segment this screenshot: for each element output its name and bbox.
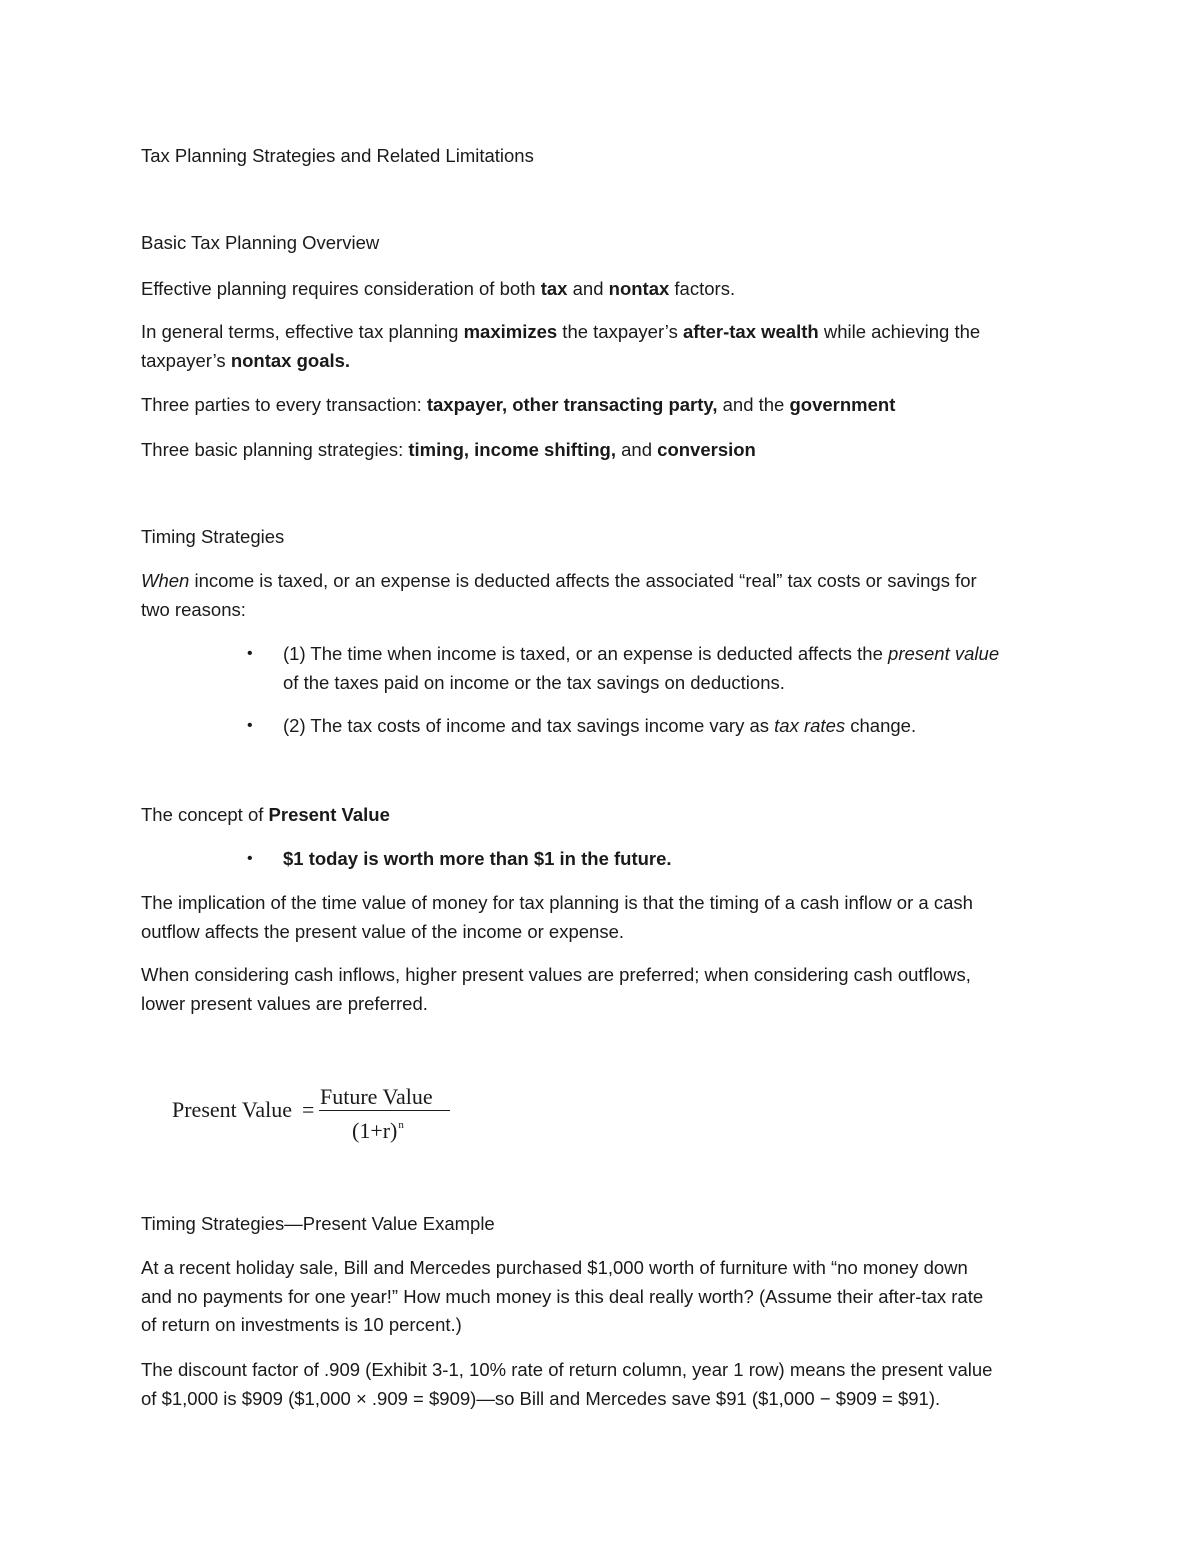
- timing-bullet-1-cont: of the taxes paid on income or the tax savings on deductions.: [283, 672, 785, 693]
- overview-paragraph-4: Three basic planning strategies: timing, income shifting, and conversion: [141, 439, 756, 460]
- bullet-dot-icon: •: [247, 850, 253, 867]
- timing-bullet-1: (1) The time when income is taxed, or an expense is deducted affects the present value: [283, 643, 1000, 664]
- bullet-dot-icon: •: [247, 717, 253, 734]
- overview-paragraph-3: Three parties to every transaction: taxpayer, other transacting party, and the government: [141, 394, 896, 415]
- section-heading-timing: Timing Strategies: [141, 526, 285, 547]
- timing-bullet-2: (2) The tax costs of income and tax savings income vary as tax rates change.: [283, 715, 917, 736]
- overview-paragraph-2: In general terms, effective tax planning maximizes the taxpayer’s after-tax wealth while achieving the: [141, 321, 981, 342]
- formula-denominator: $(1+r)^n$: [352, 1118, 404, 1143]
- fraction-bar: [319, 1110, 450, 1111]
- present-value-paragraph-2-cont: lower present values are preferred.: [141, 993, 428, 1014]
- present-value-bullet: $1 today is worth more than $1 in the future.: [283, 848, 672, 869]
- document-title: Tax Planning Strategies and Related Limitations: [141, 145, 534, 166]
- formula-numerator: Future Value: [320, 1084, 433, 1109]
- example-paragraph-2: The discount factor of .909 (Exhibit 3-1, 10% rate of return column, year 1 row) means the present value: [141, 1359, 993, 1380]
- formula-lhs: Present Value: [172, 1097, 292, 1122]
- timing-paragraph-1: When income is taxed, or an expense is deducted affects the associated “real” tax costs or savings for: [141, 570, 977, 591]
- example-paragraph-2-cont: of $1,000 is $909 ($1,000 × .909 = $909)—so Bill and Mercedes save $91 ($1,000 − $909 = $91).: [141, 1388, 941, 1409]
- example-paragraph-1: At a recent holiday sale, Bill and Mercedes purchased $1,000 worth of furniture with “no money down: [141, 1257, 968, 1278]
- example-paragraph-1-cont-2: of return on investments is 10 percent.): [141, 1314, 462, 1335]
- example-paragraph-1-cont: and no payments for one year!” How much money is this deal really worth? (Assume their after-tax rate: [141, 1286, 984, 1307]
- present-value-paragraph-2: When considering cash inflows, higher present values are preferred; when considering cash outflows,: [141, 964, 971, 985]
- timing-paragraph-1-cont: two reasons:: [141, 599, 246, 620]
- bullet-dot-icon: •: [247, 645, 253, 662]
- section-heading-present-value: The concept of Present Value: [141, 804, 390, 825]
- present-value-paragraph-1: The implication of the time value of money for tax planning is that the timing of a cash inflow or a cash: [141, 892, 973, 913]
- formula-exponent: n: [398, 1119, 404, 1131]
- present-value-paragraph-1-cont: outflow affects the present value of the income or expense.: [141, 921, 625, 942]
- section-heading-example: Timing Strategies—Present Value Example: [141, 1213, 495, 1234]
- formula-equals: =: [302, 1097, 315, 1122]
- overview-paragraph-2-cont: taxpayer’s nontax goals.: [141, 350, 351, 371]
- overview-paragraph-1: Effective planning requires consideration of both tax and nontax factors.: [141, 278, 736, 299]
- section-heading-overview: Basic Tax Planning Overview: [141, 232, 380, 253]
